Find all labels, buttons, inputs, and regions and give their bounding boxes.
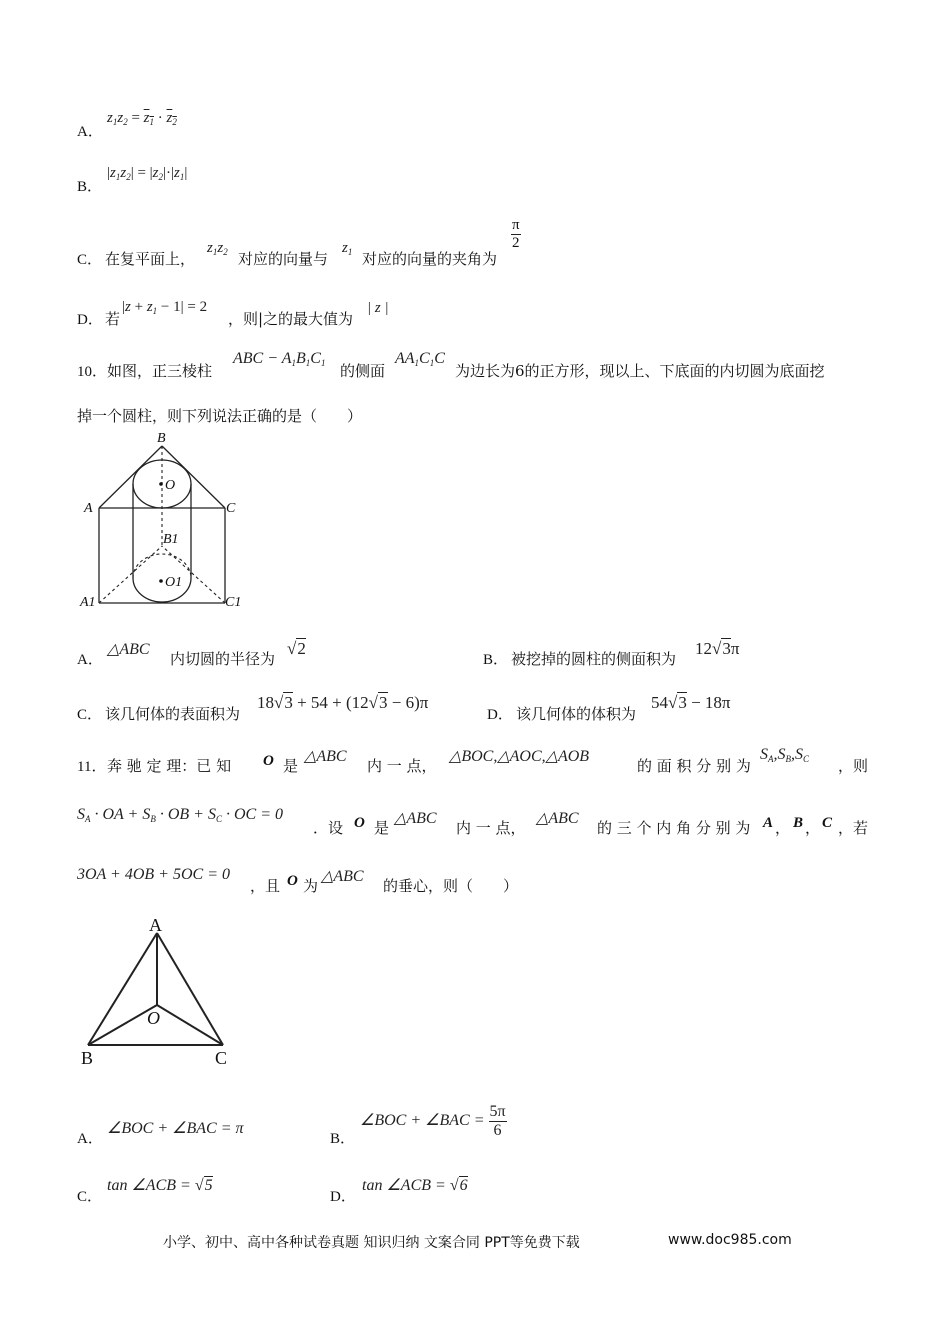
- q11-option-d-formula: tan ∠ACB = √6: [362, 1177, 468, 1194]
- q11-areas: $S_A,S_B,S_C$: [760, 746, 810, 764]
- footer-text: 小学、初中、高中各种试卷真题 知识归纳 文案合同 PPT等免费下载: [163, 1235, 580, 1251]
- q11-text1: 奔 驰 定 理：已 知: [107, 757, 232, 775]
- q11-option-c-label: C．: [77, 1189, 103, 1205]
- q11-line3-triangle: △ABC: [321, 868, 364, 885]
- q10-text1: 如图，正三棱柱: [107, 362, 213, 380]
- q10-prism-name: ABC − $A_1B_1C_1$: [233, 350, 326, 368]
- q11-triangles-list: △BOC,△AOC,△AOB: [449, 748, 590, 765]
- q11-triangle-abc: △ABC: [304, 748, 347, 765]
- q9-option-d-label: D．: [77, 312, 103, 328]
- q10-option-a-label: A．: [77, 652, 103, 668]
- q10-fig-label-a1: A1: [80, 595, 96, 610]
- q11-line2-text3: 内 一 点，: [456, 819, 526, 837]
- q11-option-a-label: A．: [77, 1131, 103, 1147]
- q11-fig-label-b: B: [81, 1048, 94, 1068]
- q11-text-o: O: [263, 753, 274, 769]
- q10-option-d-text: 该几何体的体积为: [516, 705, 637, 723]
- q9-option-c-z1: $z_1$: [342, 240, 353, 257]
- q10-option-a-triangle: △ABC: [107, 641, 150, 658]
- q11-fig-label-c: C: [215, 1048, 228, 1068]
- q10-option-d-label: D．: [487, 707, 513, 723]
- q11-option-b-label: B．: [330, 1131, 356, 1147]
- q10-line2: 掉一个圆柱，则下列说法正确的是（ ）: [77, 407, 363, 425]
- q10-fig-label-o: O: [165, 478, 176, 493]
- q10-fig-label-c: C: [226, 501, 236, 516]
- q11-line2-c: C: [822, 815, 833, 831]
- q10-option-d-value: 54√3 − 18π: [651, 693, 731, 712]
- q10-text2: 的侧面: [340, 362, 386, 380]
- q11-fig-label-o: O: [147, 1008, 160, 1028]
- q10-fig-label-a: A: [84, 501, 93, 516]
- q9-option-a-label: A．: [77, 124, 103, 140]
- q9-option-c-label: C．: [77, 252, 103, 268]
- q10-text3: 为边长为6的正方形，现以上、下底面的内切圆为底面挖: [455, 362, 825, 380]
- q9-option-b-label: B．: [77, 179, 103, 195]
- q10-option-c-text: 该几何体的表面积为: [105, 705, 241, 723]
- q10-option-a-value: √2: [287, 639, 306, 658]
- q11-triangle-figure: [75, 913, 245, 1073]
- q11-option-a-formula: ∠BOC + ∠BAC = π: [107, 1120, 244, 1137]
- q11-line2-text5: ，若: [838, 819, 869, 837]
- q10-prism-figure: [75, 428, 255, 618]
- q9-option-d-text2: ，则|之的最大值为: [228, 310, 354, 328]
- q11-line3-o: O: [287, 873, 298, 889]
- q10-number: 10．: [77, 364, 108, 380]
- q10-option-b-label: B．: [483, 652, 509, 668]
- q11-text4: 的 面 积 分 别 为: [637, 757, 751, 775]
- q11-vector-equation: 3OA + 4OB + 5OC = 0: [77, 866, 230, 883]
- q11-text3: 内 一 点，: [367, 757, 437, 775]
- q10-option-a-text: 内切圆的半径为: [170, 650, 276, 668]
- q11-line3-text3: 的垂心，则（ ）: [383, 877, 519, 895]
- q9-option-c-z1z2: $z_1z_2$: [207, 240, 228, 257]
- q10-face-name: $AA_1C_1C$: [395, 350, 445, 368]
- q11-line3-text2: 为: [303, 877, 319, 895]
- q11-text5: ，则: [838, 757, 869, 775]
- q9-option-c-text3: 对应的向量的夹角为: [362, 250, 498, 268]
- q10-option-b-text: 被挖掉的圆柱的侧面积为: [511, 650, 677, 668]
- q11-line2-triangle: △ABC: [394, 810, 437, 827]
- q9-option-d-formula: $|z + z_1 - 1| = 2$: [122, 299, 208, 316]
- q10-fig-label-b1: B1: [163, 532, 179, 547]
- q9-option-b-formula: $|z_1z_2| = |z_2|\cdot|z_1|$: [107, 165, 188, 182]
- q11-benz-formula: $S_A$ · OA + $S_B$ · OB + $S_C$ · OC = 0: [77, 806, 284, 824]
- q11-option-d-label: D．: [330, 1189, 356, 1205]
- q11-line2-comma2: ，: [805, 819, 821, 837]
- q11-option-c-formula: tan ∠ACB = √5: [107, 1177, 213, 1194]
- q10-option-c-value: 18√3 + 54 + (12√3 − 6)π: [257, 693, 429, 712]
- q11-line2-a: A: [763, 815, 774, 831]
- q11-line3-text1: ，且: [250, 877, 281, 895]
- q11-line2-text1: ．设: [313, 819, 344, 837]
- q11-text2: 是: [283, 757, 299, 775]
- q10-fig-label-c1: C1: [225, 595, 242, 610]
- q11-line2-text2: 是: [374, 819, 390, 837]
- q11-line2-triangle2: △ABC: [536, 810, 579, 827]
- q9-option-a-formula: $z_1z_2 = z_1 \cdot z_2$: [107, 110, 177, 127]
- q10-option-b-value: 12√3π: [695, 639, 740, 658]
- q11-number: 11．: [77, 759, 107, 775]
- q11-fig-label-a: A: [149, 915, 162, 935]
- q11-line2-b: B: [793, 815, 804, 831]
- q9-option-d-text3: | z |: [367, 300, 389, 316]
- q9-option-d-text1: 若: [105, 310, 121, 328]
- q11-option-b-formula: ∠BOC + ∠BAC = $\frac{5\pi}{6}$: [360, 1103, 506, 1139]
- q9-option-c-pi-over-2: $\frac{\pi}{2}$: [512, 217, 520, 251]
- q11-line2-text4: 的 三 个 内 角 分 别 为: [597, 819, 751, 837]
- q11-line2-comma1: ，: [775, 819, 791, 837]
- footer-link[interactable]: www.doc985.com: [668, 1232, 792, 1248]
- q10-option-c-label: C．: [77, 707, 103, 723]
- q11-line2-o: O: [354, 815, 365, 831]
- q10-fig-label-b: B: [157, 431, 166, 446]
- q9-option-c-text1: 在复平面上，: [105, 250, 196, 268]
- q10-fig-label-o1: O1: [165, 575, 183, 590]
- q9-option-c-text2: 对应的向量与: [238, 250, 329, 268]
